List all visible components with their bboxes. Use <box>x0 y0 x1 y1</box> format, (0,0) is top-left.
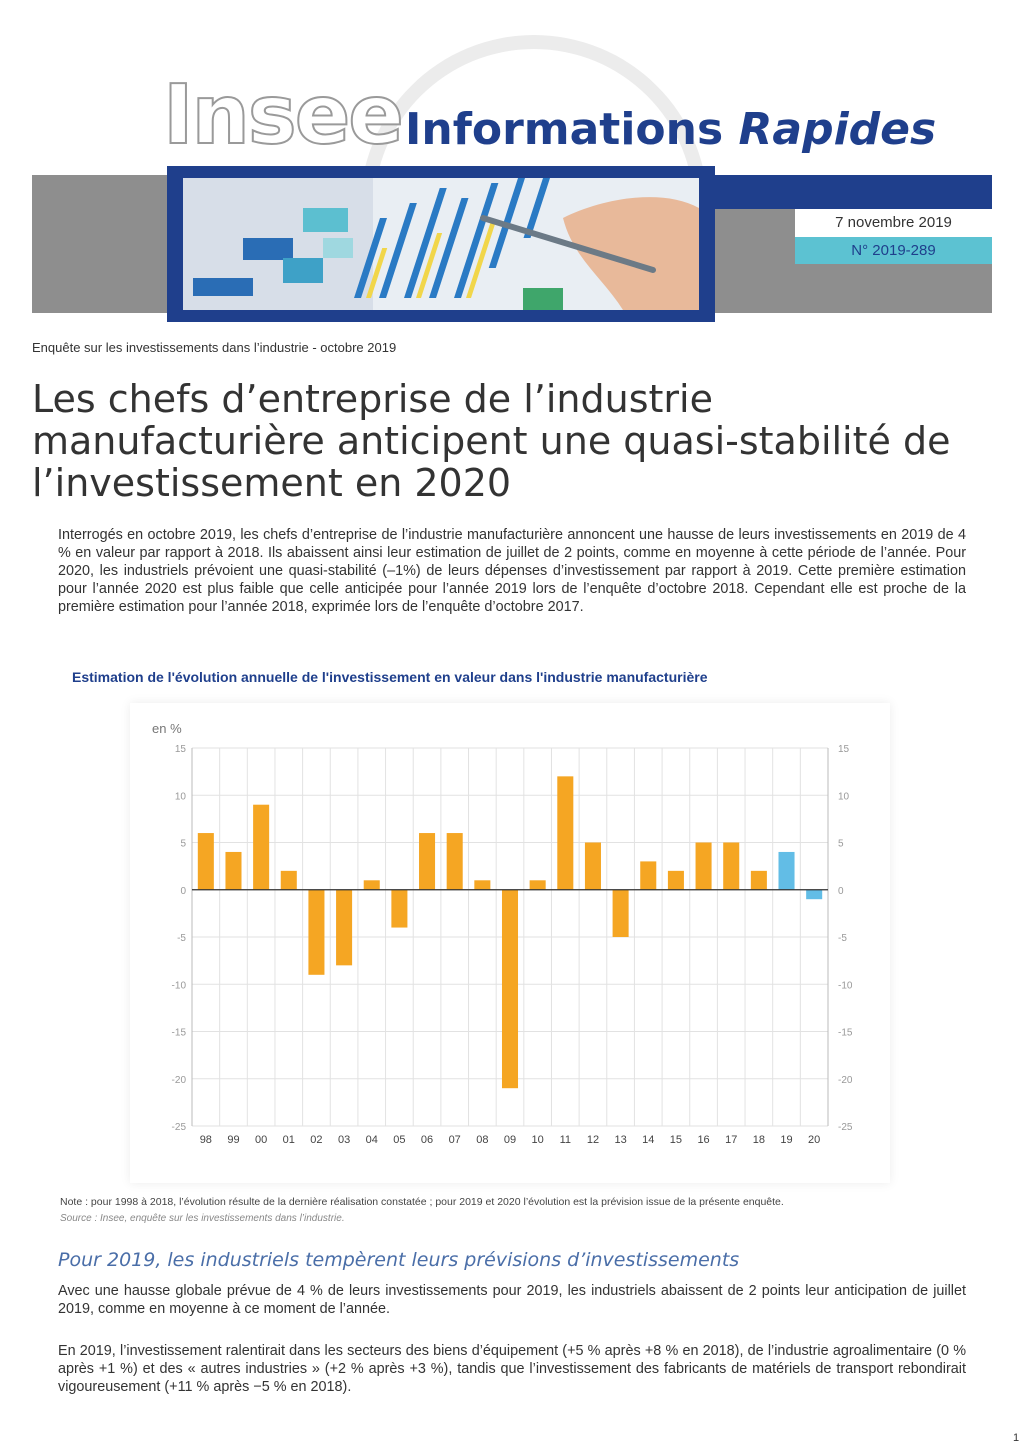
bar-13 <box>613 890 629 937</box>
chart-title: Estimation de l'évolution annuelle de l'investissement en valeur dans l'industrie manufacturière <box>72 669 708 685</box>
y-tick-label-right: 10 <box>838 791 850 803</box>
x-tick-label: 15 <box>669 1134 683 1146</box>
y-tick-label-left: 15 <box>174 744 186 755</box>
y-tick-label-right: 5 <box>838 838 844 850</box>
survey-label: Enquête sur les investissements dans l’industrie - octobre 2019 <box>32 340 397 355</box>
body-paragraph: En 2019, l’investissement ralentirait dans les secteurs des biens d’équipement (+5 % après +8 % en 2018), de l’industrie agroalimentaire (0 % après +1 %) et des « autres industries » (+2 % après +3 %), tandis que l’investissement des fabricants de matériels de transport rebondirait vigoureusement (+11 % après −5 % en 2018). <box>58 1343 966 1395</box>
x-tick-label: 08 <box>476 1134 489 1146</box>
y-axis-label: en % <box>152 721 182 736</box>
chart-container <box>130 703 890 1183</box>
bar-03 <box>336 890 352 966</box>
body-paragraph: Avec une hausse globale prévue de 4 % de leurs investissements pour 2019, les industriels abaissent de 2 points leur anticipation de juillet 2019, comme en moyenne à ce moment de l’année. <box>58 1283 966 1317</box>
y-tick-label-left: -20 <box>171 1074 186 1086</box>
chart-note: Note : pour 1998 à 2018, l’évolution résulte de la dernière réalisation constatée ; pour 2019 et 2020 l’évolution est la prévision issue de la présente enquête. <box>60 1196 784 1208</box>
bar-04 <box>364 880 380 889</box>
header <box>0 0 1024 330</box>
x-tick-label: 99 <box>227 1134 240 1146</box>
y-tick-label-left: -25 <box>171 1122 186 1133</box>
x-tick-label: 09 <box>503 1134 517 1146</box>
x-tick-label: 03 <box>337 1134 351 1146</box>
bar-07 <box>447 833 463 890</box>
x-tick-label: 04 <box>365 1134 378 1146</box>
y-tick-label-left: 10 <box>174 791 186 803</box>
y-tick-label-right: 0 <box>838 885 844 897</box>
bar-99 <box>225 852 241 890</box>
y-tick-label-left: 0 <box>180 885 186 897</box>
y-tick-label-right: -15 <box>838 1027 853 1039</box>
y-tick-label-right: -25 <box>838 1122 853 1133</box>
bar-02 <box>308 890 324 975</box>
bar-98 <box>198 833 214 890</box>
bar-06 <box>419 833 435 890</box>
y-tick-label-right: 15 <box>838 744 850 755</box>
publication-date: 7 novembre 2019 <box>795 209 992 237</box>
chart-photo-illustration <box>183 178 699 310</box>
x-tick-label: 07 <box>448 1134 461 1146</box>
bar-16 <box>696 843 712 890</box>
x-tick-label: 20 <box>808 1134 821 1146</box>
y-tick-label-left: -15 <box>171 1027 186 1039</box>
x-tick-label: 11 <box>559 1134 572 1146</box>
x-tick-label: 05 <box>393 1134 406 1146</box>
x-tick-label: 98 <box>199 1134 212 1146</box>
lead-paragraph: Interrogés en octobre 2019, les chefs d’entreprise de l’industrie manufacturière annoncent une hausse de leurs investissements en 2019 de 4 % en valeur par rapport à 2018. Ils abaissent ainsi leur estimation de juillet de 2 points, comme en moyenne à cette période de l’année. Pour 2020, les industriels prévoient une quasi-stabilité (–1%) de leurs dépenses d’investissement par rapport à 2019. Cette première estimation pour l’année 2020 est plus faible que celle anticipée pour l’année 2019 lors de l’enquête d’octobre 2018. Cependant elle est proche de la première estimation pour l’année 2018, exprimée lors de l’enquête d’octobre 2017. <box>58 527 966 615</box>
y-tick-label-right: -10 <box>838 980 853 992</box>
bar-15 <box>668 871 684 890</box>
header-blue-band <box>715 175 992 209</box>
x-tick-label: 18 <box>752 1134 765 1146</box>
y-tick-label-left: -10 <box>171 980 186 992</box>
bar-11 <box>557 776 573 889</box>
x-tick-label: 02 <box>310 1134 323 1146</box>
y-tick-label-left: 5 <box>180 838 186 850</box>
publication-number: N° 2019-289 <box>795 237 992 264</box>
bar-05 <box>391 890 407 928</box>
bar-18 <box>751 871 767 890</box>
page-number: 1 <box>1013 1432 1020 1444</box>
bar-12 <box>585 843 601 890</box>
insee-logo: Insee <box>163 68 402 163</box>
headline: Les chefs d’entreprise de l’industrie manufacturière anticipent une quasi-stabilité de l’investissement en 2020 <box>32 377 951 505</box>
x-tick-label: 14 <box>642 1134 655 1146</box>
x-tick-label: 12 <box>586 1134 600 1146</box>
y-tick-label-right: -20 <box>838 1074 853 1086</box>
x-tick-label: 16 <box>697 1134 710 1146</box>
x-tick-label: 01 <box>282 1134 295 1146</box>
header-photo <box>167 166 715 322</box>
bar-19 <box>779 852 795 890</box>
title-emph: Rapides <box>738 104 937 155</box>
x-tick-label: 00 <box>255 1134 268 1146</box>
chart-source: Source : Insee, enquête sur les investissements dans l’industrie. <box>60 1213 345 1224</box>
x-tick-label: 13 <box>614 1134 627 1146</box>
bar-01 <box>281 871 297 890</box>
bar-chart <box>130 703 890 1183</box>
publication-title <box>405 104 936 155</box>
bar-20 <box>806 890 822 899</box>
bar-17 <box>723 843 739 890</box>
y-tick-label-right: -5 <box>838 933 847 944</box>
x-tick-label: 10 <box>531 1134 544 1146</box>
section-title: Pour 2019, les industriels tempèrent leurs prévisions d’investissements <box>58 1249 740 1271</box>
y-tick-label-left: -5 <box>177 933 186 944</box>
bar-00 <box>253 805 269 890</box>
x-tick-label: 19 <box>780 1134 793 1146</box>
title-main: Informations <box>405 104 724 155</box>
bar-09 <box>502 890 518 1088</box>
x-tick-label: 06 <box>420 1134 434 1146</box>
bar-10 <box>530 880 546 889</box>
bar-14 <box>640 861 656 889</box>
x-tick-label: 17 <box>725 1134 738 1146</box>
bar-08 <box>474 880 490 889</box>
